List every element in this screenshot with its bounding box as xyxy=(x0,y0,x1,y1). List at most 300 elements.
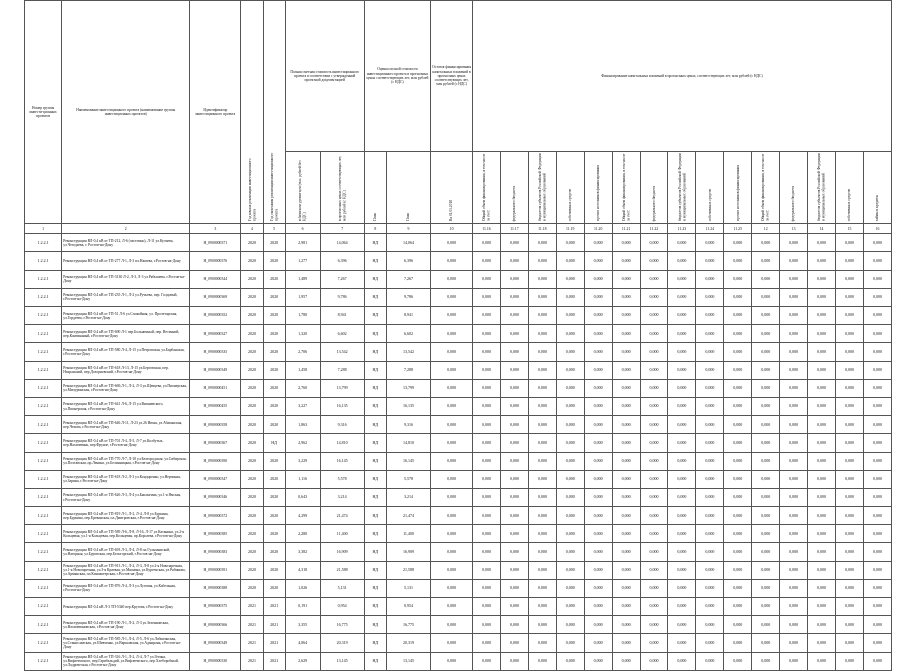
hdr-remain-date: На 01.01.2018 xyxy=(431,152,473,224)
row-amount-cell: 0,000 xyxy=(780,234,808,252)
row-amount-cell: 0,000 xyxy=(500,325,528,343)
row-estimate-plan: НД xyxy=(364,652,386,670)
row-amount-cell: 0,000 xyxy=(752,361,780,379)
row-project-id: H_0900000358 xyxy=(190,416,241,434)
row-amount-cell: 0,000 xyxy=(556,452,584,470)
row-amount-cell: 0,000 xyxy=(556,252,584,270)
row-cost-base: 1,957 xyxy=(285,288,320,306)
row-amount-cell: 0,000 xyxy=(473,434,501,452)
row-amount-cell: 0,000 xyxy=(863,488,891,506)
row-amount-cell: 0,000 xyxy=(752,307,780,325)
row-amount-cell: 0,000 xyxy=(640,634,668,652)
row-amount-cell: 0,000 xyxy=(752,507,780,525)
row-amount-cell: 0,000 xyxy=(836,416,864,434)
row-amount-cell: 0,000 xyxy=(500,397,528,415)
row-group-no: 1.2.2.1 xyxy=(25,488,62,506)
row-amount-cell: 0,000 xyxy=(556,270,584,288)
row-amount-cell: 0,000 xyxy=(431,397,473,415)
row-project-name: Реконструкция ВЛ-0,4 кВ от ТП-212, Л-6 (частично), Л-11 ул.Кучаева, ул.Чегодаева, г. Ростов-на-Дону xyxy=(62,234,190,252)
row-amount-cell: 0,000 xyxy=(584,488,612,506)
row-amount-cell: 0,000 xyxy=(863,325,891,343)
row-amount-cell: 0,000 xyxy=(528,434,556,452)
row-cost-base: 2,962 xyxy=(285,434,320,452)
row-group-no: 1.2.2.1 xyxy=(25,325,62,343)
row-amount-cell: 0,000 xyxy=(500,470,528,488)
row-amount-cell: 0,000 xyxy=(473,634,501,652)
row-estimate-value: 9,316 xyxy=(386,416,430,434)
row-amount-cell: 0,000 xyxy=(473,652,501,670)
row-amount-cell: 0,000 xyxy=(696,543,724,561)
row-project-name: Реконструкция ВЛ-0,4 кВ от ТП-770 Л-7, Л-10 ул.Белгородская, ул.Сибирская, ул.Полтавская, пр.Ленина, ул.Белинницкая, г.Ростов-на-Дону xyxy=(62,452,190,470)
row-amount-cell: 0,000 xyxy=(500,598,528,616)
row-amount-cell: 0,000 xyxy=(752,634,780,652)
row-amount-cell: 0,000 xyxy=(431,598,473,616)
row-amount-cell: 0,000 xyxy=(640,343,668,361)
row-amount-cell: 0,000 xyxy=(752,379,780,397)
row-amount-cell: 0,000 xyxy=(500,343,528,361)
row-amount-cell: 0,000 xyxy=(500,416,528,434)
row-estimate-plan: НД xyxy=(364,598,386,616)
row-cost-forecast: 21,588 xyxy=(320,561,364,579)
row-cost-base: 1,116 xyxy=(285,470,320,488)
row-amount-cell: 0,000 xyxy=(696,616,724,634)
row-amount-cell: 0,000 xyxy=(584,234,612,252)
column-number: 1 xyxy=(25,224,62,234)
row-amount-cell: 0,000 xyxy=(431,488,473,506)
row-amount-cell: 0,000 xyxy=(528,234,556,252)
row-project-id: H_0900000344 xyxy=(190,270,241,288)
row-group-no: 1.2.2.1 xyxy=(25,507,62,525)
row-amount-cell: 0,000 xyxy=(724,252,752,270)
row-year-end: 2021 xyxy=(263,652,285,670)
row-amount-cell: 0,000 xyxy=(696,270,724,288)
row-group-no: 1.2.2.1 xyxy=(25,234,62,252)
row-amount-cell: 0,000 xyxy=(612,288,640,306)
row-year-start: 2021 xyxy=(241,634,263,652)
row-amount-cell: 0,000 xyxy=(863,288,891,306)
row-amount-cell: 0,000 xyxy=(696,325,724,343)
row-amount-cell: 0,000 xyxy=(780,379,808,397)
row-cost-base: 2,280 xyxy=(285,525,320,543)
row-estimate-value: 7,267 xyxy=(386,270,430,288)
row-estimate-plan: НД xyxy=(364,343,386,361)
row-year-end: 2020 xyxy=(263,288,285,306)
table-row xyxy=(25,434,892,452)
row-amount-cell: 0,000 xyxy=(500,507,528,525)
row-amount-cell: 0,000 xyxy=(780,598,808,616)
row-amount-cell: 0,000 xyxy=(863,652,891,670)
row-amount-cell: 0,000 xyxy=(640,579,668,597)
row-year-end: 2020 xyxy=(263,325,285,343)
row-amount-cell: 0,000 xyxy=(584,598,612,616)
row-amount-cell: 0,000 xyxy=(556,416,584,434)
row-amount-cell: 0,000 xyxy=(863,234,891,252)
row-cost-forecast: 7,288 xyxy=(320,361,364,379)
row-amount-cell: 0,000 xyxy=(836,543,864,561)
hdr-2021-total: Общий объем финансирования, в том числе за счет: xyxy=(473,152,501,224)
row-cost-forecast: 16,775 xyxy=(320,616,364,634)
hdr-2021-other: прочих источников финансирования xyxy=(584,152,612,224)
row-amount-cell: 0,000 xyxy=(668,361,696,379)
table-row xyxy=(25,525,892,543)
row-amount-cell: 0,000 xyxy=(640,434,668,452)
row-estimate-plan: НД xyxy=(364,543,386,561)
row-amount-cell: 0,000 xyxy=(612,307,640,325)
column-number: 7 xyxy=(320,224,364,234)
row-amount-cell: 0,000 xyxy=(556,616,584,634)
row-year-start: 2020 xyxy=(241,579,263,597)
row-amount-cell: 0,000 xyxy=(612,434,640,452)
row-group-no: 1.2.2.1 xyxy=(25,434,62,452)
row-amount-cell: 0,000 xyxy=(668,561,696,579)
hdr-project-name: Наименование инвестиционного проекта (наименование группы инвестиционных проектов) xyxy=(62,1,190,224)
row-amount-cell: 0,000 xyxy=(696,288,724,306)
row-amount-cell: 0,000 xyxy=(724,270,752,288)
row-estimate-value: 20,319 xyxy=(386,634,430,652)
row-amount-cell: 0,000 xyxy=(696,634,724,652)
row-amount-cell: 0,000 xyxy=(724,470,752,488)
row-amount-cell: 0,000 xyxy=(528,507,556,525)
row-amount-cell: 0,000 xyxy=(556,543,584,561)
row-amount-cell: 0,000 xyxy=(780,507,808,525)
row-estimate-plan: НД xyxy=(364,270,386,288)
row-amount-cell: 0,000 xyxy=(528,579,556,597)
row-estimate-value: 5,131 xyxy=(386,579,430,597)
row-year-start: 2020 xyxy=(241,307,263,325)
row-estimate-value: 3,214 xyxy=(386,488,430,506)
row-amount-cell: 0,000 xyxy=(668,234,696,252)
row-amount-cell: 0,000 xyxy=(500,543,528,561)
row-amount-cell: 0,000 xyxy=(431,543,473,561)
column-number: 11.22 xyxy=(640,224,668,234)
row-amount-cell: 0,000 xyxy=(556,561,584,579)
row-year-start: 2020 xyxy=(241,561,263,579)
row-amount-cell: 0,000 xyxy=(752,598,780,616)
row-year-end: 2021 xyxy=(263,634,285,652)
row-amount-cell: 0,000 xyxy=(500,652,528,670)
row-amount-cell: 0,000 xyxy=(724,361,752,379)
hdr-group-no: Номер группы инвести-ционных проектов xyxy=(25,1,62,224)
row-amount-cell: 0,000 xyxy=(431,416,473,434)
row-amount-cell: 0,000 xyxy=(836,616,864,634)
row-year-end: 2021 xyxy=(263,598,285,616)
row-amount-cell: 0,000 xyxy=(836,507,864,525)
row-amount-cell: 0,000 xyxy=(473,252,501,270)
row-amount-cell: 0,000 xyxy=(668,598,696,616)
row-group-no: 1.2.2.1 xyxy=(25,598,62,616)
row-amount-cell: 0,000 xyxy=(556,234,584,252)
row-amount-cell: 0,000 xyxy=(780,525,808,543)
row-amount-cell: 0,000 xyxy=(863,561,891,579)
row-year-start: 2021 xyxy=(241,598,263,616)
row-group-no: 1.2.2.1 xyxy=(25,416,62,434)
hdr-est-plan2: План xyxy=(386,152,430,224)
row-amount-cell: 0,000 xyxy=(640,543,668,561)
row-year-start: 2020 xyxy=(241,434,263,452)
hdr-2021-own: собственных средств xyxy=(556,152,584,224)
row-amount-cell: 0,000 xyxy=(724,579,752,597)
row-amount-cell: 0,000 xyxy=(584,343,612,361)
column-number: 2 xyxy=(62,224,190,234)
row-cost-forecast: 6,602 xyxy=(320,325,364,343)
row-project-id: H_0900000327 xyxy=(190,325,241,343)
row-project-name: Реконструкция ВЛ-0,4 кВ от ТП-876 Л-4, Л-3 ул.Луговая, ул.Кабельная, г.Ростов-на-Дону xyxy=(62,579,190,597)
hdr-cost-forecast: в прогнозных ценах соответствующих лет, млн рублей (с НДС) xyxy=(320,152,364,224)
row-estimate-plan: НД xyxy=(364,452,386,470)
row-year-end: НД xyxy=(263,434,285,452)
row-amount-cell: 0,000 xyxy=(500,579,528,597)
row-amount-cell: 0,000 xyxy=(808,288,836,306)
row-project-name: Реконструкция ВЛ-0,4 кВ от ТП-277 Л-1, Л-3 пл.Нашева, г.Ростов-на-Дону xyxy=(62,252,190,270)
row-amount-cell: 0,000 xyxy=(668,397,696,415)
row-amount-cell: 0,000 xyxy=(780,470,808,488)
row-amount-cell: 0,000 xyxy=(556,325,584,343)
row-amount-cell: 0,000 xyxy=(696,525,724,543)
row-estimate-value: 21,588 xyxy=(386,561,430,579)
column-number: 11.25 xyxy=(724,224,752,234)
row-project-name: Реконструкция ВЛ-0,4 кВ от ТП-641 Л-6, Л-15 ул.Вишневского, ул.Пионерская, г.Ростов-на-Дону xyxy=(62,397,190,415)
row-amount-cell: 0,000 xyxy=(780,343,808,361)
row-amount-cell: 0,000 xyxy=(724,416,752,434)
row-estimate-value: 13,799 xyxy=(386,379,430,397)
column-number: 11.16 xyxy=(473,224,501,234)
table-row xyxy=(25,561,892,579)
row-amount-cell: 0,000 xyxy=(500,452,528,470)
row-estimate-value: 6,396 xyxy=(386,252,430,270)
row-amount-cell: 0,000 xyxy=(473,598,501,616)
hdr-2021-regional: бюджетов субъектов Российской Федерации и муниципальных образований xyxy=(528,152,556,224)
table-row xyxy=(25,307,892,325)
table-row xyxy=(25,543,892,561)
row-amount-cell: 0,000 xyxy=(724,434,752,452)
row-amount-cell: 0,000 xyxy=(808,379,836,397)
row-estimate-value: 16,135 xyxy=(386,397,430,415)
row-cost-base: 1,780 xyxy=(285,307,320,325)
row-year-end: 2020 xyxy=(263,525,285,543)
row-year-end: 2020 xyxy=(263,379,285,397)
row-amount-cell: 0,000 xyxy=(724,634,752,652)
row-group-no: 1.2.2.1 xyxy=(25,288,62,306)
column-number: 16 xyxy=(863,224,891,234)
row-amount-cell: 0,000 xyxy=(584,579,612,597)
column-number: 11.17 xyxy=(500,224,528,234)
row-amount-cell: 0,000 xyxy=(780,416,808,434)
table-row xyxy=(25,416,892,434)
row-amount-cell: 0,000 xyxy=(724,307,752,325)
row-amount-cell: 0,000 xyxy=(724,525,752,543)
row-cost-forecast: 8,941 xyxy=(320,307,364,325)
row-amount-cell: 0,000 xyxy=(780,307,808,325)
row-amount-cell: 0,000 xyxy=(640,525,668,543)
row-amount-cell: 0,000 xyxy=(556,598,584,616)
row-project-name: Реконструкция ВЛ-0,4 кВ от ТП-626 Л-3, Л-4 ул.Баклыгина, ул.1-я Ямская, г.Ростов-на-Дону xyxy=(62,488,190,506)
row-amount-cell: 0,000 xyxy=(500,434,528,452)
row-amount-cell: 0,000 xyxy=(780,288,808,306)
row-amount-cell: 0,000 xyxy=(473,307,501,325)
row-amount-cell: 0,000 xyxy=(668,343,696,361)
row-amount-cell: 0,000 xyxy=(612,561,640,579)
column-number: 11.19 xyxy=(556,224,584,234)
row-project-id: H_0900000367 xyxy=(190,434,241,452)
row-estimate-plan: НД xyxy=(364,525,386,543)
row-amount-cell: 0,000 xyxy=(724,325,752,343)
row-group-no: 1.2.2.1 xyxy=(25,561,62,579)
row-year-end: 2020 xyxy=(263,252,285,270)
column-number: 11.20 xyxy=(584,224,612,234)
row-estimate-value: 16,909 xyxy=(386,543,430,561)
hdr-total-all: Общий объем финансирования, в том числе за счет: xyxy=(752,152,780,224)
row-estimate-plan: НД xyxy=(364,470,386,488)
row-amount-cell: 0,000 xyxy=(836,343,864,361)
column-number-row xyxy=(25,224,892,234)
row-project-id: H_0900000455 xyxy=(190,397,241,415)
row-amount-cell: 0,000 xyxy=(863,416,891,434)
row-amount-cell: 0,000 xyxy=(612,543,640,561)
row-amount-cell: 0,000 xyxy=(612,525,640,543)
row-amount-cell: 0,000 xyxy=(808,397,836,415)
row-amount-cell: 0,000 xyxy=(431,634,473,652)
row-amount-cell: 0,000 xyxy=(668,488,696,506)
row-year-start: 2020 xyxy=(241,470,263,488)
hdr-estimate-cost: Оценка полной стоимости инвестиционного проекта в прогнозных ценах соответствующих лет, млн рублей (с НДС) xyxy=(364,1,430,152)
row-amount-cell: 0,000 xyxy=(528,543,556,561)
row-amount-cell: 0,000 xyxy=(612,379,640,397)
row-project-name: Реконструкция ВЛ-0,4 кВ Л-3 ТП-5340 пер.Кругова, г.Ростов-на-Дону xyxy=(62,598,190,616)
row-amount-cell: 0,000 xyxy=(808,561,836,579)
row-amount-cell: 0,000 xyxy=(863,598,891,616)
row-amount-cell: 0,000 xyxy=(500,616,528,634)
row-amount-cell: 0,000 xyxy=(556,488,584,506)
row-amount-cell: 0,000 xyxy=(808,234,836,252)
row-cost-base: 2,760 xyxy=(285,379,320,397)
row-cost-forecast: 20,319 xyxy=(320,634,364,652)
row-amount-cell: 0,000 xyxy=(431,343,473,361)
row-amount-cell: 0,000 xyxy=(584,307,612,325)
row-amount-cell: 0,000 xyxy=(863,543,891,561)
row-estimate-plan: НД xyxy=(364,307,386,325)
row-amount-cell: 0,000 xyxy=(808,507,836,525)
row-year-end: 2020 xyxy=(263,307,285,325)
row-amount-cell: 0,000 xyxy=(808,270,836,288)
row-amount-cell: 0,000 xyxy=(640,598,668,616)
row-amount-cell: 0,000 xyxy=(836,452,864,470)
row-amount-cell: 0,000 xyxy=(863,507,891,525)
row-amount-cell: 0,000 xyxy=(431,652,473,670)
row-amount-cell: 0,000 xyxy=(752,434,780,452)
row-project-name: Реконструкция ВЛ-0,4 кВ от ТП-669,Л-1, Л-2, Л-3 ул.Щевцева, ул.Пионерская, ул.Мичуринская, г.Ростов-на-Дону xyxy=(62,379,190,397)
row-cost-forecast: 5,578 xyxy=(320,470,364,488)
row-estimate-plan: НД xyxy=(364,579,386,597)
row-year-end: 2020 xyxy=(263,361,285,379)
row-amount-cell: 0,000 xyxy=(752,325,780,343)
row-year-end: 2020 xyxy=(263,470,285,488)
row-amount-cell: 0,000 xyxy=(836,234,864,252)
row-amount-cell: 0,000 xyxy=(808,616,836,634)
row-amount-cell: 0,000 xyxy=(640,307,668,325)
row-amount-cell: 0,000 xyxy=(808,452,836,470)
row-cost-forecast: 16,909 xyxy=(320,543,364,561)
row-amount-cell: 0,000 xyxy=(584,416,612,434)
row-amount-cell: 0,000 xyxy=(556,379,584,397)
table-row xyxy=(25,452,892,470)
row-amount-cell: 0,000 xyxy=(780,488,808,506)
row-amount-cell: 0,000 xyxy=(836,561,864,579)
hdr-year-start: Год начала реализации инвестиционного проекта xyxy=(241,1,263,224)
row-amount-cell: 0,000 xyxy=(724,507,752,525)
table-row xyxy=(25,598,892,616)
table-row xyxy=(25,470,892,488)
row-project-id: H_0900000352 xyxy=(190,307,241,325)
row-group-no: 1.2.2.1 xyxy=(25,397,62,415)
hdr-total-loans: займы и кредиты xyxy=(863,152,891,224)
row-amount-cell: 0,000 xyxy=(556,507,584,525)
row-amount-cell: 0,000 xyxy=(863,525,891,543)
row-project-name: Реконструкция ВЛ-0,4 кВ от ТП-190 Л-1, Л-2, Л-3 ул.Зеленковская, ул.Нахичевановская, г.Ростов-на-Дону xyxy=(62,616,190,634)
row-amount-cell: 0,000 xyxy=(431,307,473,325)
hdr-est-plan: План xyxy=(364,152,386,224)
row-amount-cell: 0,000 xyxy=(696,579,724,597)
row-amount-cell: 0,000 xyxy=(473,470,501,488)
row-amount-cell: 0,000 xyxy=(836,488,864,506)
row-amount-cell: 0,000 xyxy=(556,343,584,361)
row-amount-cell: 0,000 xyxy=(863,452,891,470)
row-cost-forecast: 6,396 xyxy=(320,252,364,270)
row-amount-cell: 0,000 xyxy=(863,361,891,379)
row-cost-base: 1,458 xyxy=(285,361,320,379)
row-cost-forecast: 21,474 xyxy=(320,507,364,525)
row-amount-cell: 0,000 xyxy=(431,525,473,543)
row-amount-cell: 0,000 xyxy=(431,325,473,343)
row-amount-cell: 0,000 xyxy=(863,616,891,634)
row-amount-cell: 0,000 xyxy=(431,270,473,288)
row-amount-cell: 0,000 xyxy=(640,361,668,379)
column-number: 11.18 xyxy=(528,224,556,234)
hdr-total-federal: федерального бюджета xyxy=(780,152,808,224)
row-amount-cell: 0,000 xyxy=(836,325,864,343)
row-year-start: 2020 xyxy=(241,325,263,343)
row-amount-cell: 0,000 xyxy=(431,507,473,525)
row-cost-forecast: 9,786 xyxy=(320,288,364,306)
row-estimate-value: 5,578 xyxy=(386,470,430,488)
row-amount-cell: 0,000 xyxy=(780,579,808,597)
row-cost-base: 1,026 xyxy=(285,579,320,597)
row-amount-cell: 0,000 xyxy=(473,416,501,434)
row-group-no: 1.2.2.1 xyxy=(25,525,62,543)
row-amount-cell: 0,000 xyxy=(640,416,668,434)
row-amount-cell: 0,000 xyxy=(500,379,528,397)
row-amount-cell: 0,000 xyxy=(612,616,640,634)
row-group-no: 1.2.2.1 xyxy=(25,307,62,325)
row-amount-cell: 0,000 xyxy=(640,561,668,579)
row-amount-cell: 0,000 xyxy=(724,561,752,579)
row-amount-cell: 0,000 xyxy=(473,452,501,470)
row-amount-cell: 0,000 xyxy=(500,361,528,379)
table-row xyxy=(25,361,892,379)
row-cost-forecast: 0,954 xyxy=(320,598,364,616)
row-estimate-value: 13,542 xyxy=(386,343,430,361)
row-amount-cell: 0,000 xyxy=(863,343,891,361)
row-amount-cell: 0,000 xyxy=(584,379,612,397)
row-cost-forecast: 3,214 xyxy=(320,488,364,506)
row-year-end: 2020 xyxy=(263,579,285,597)
row-amount-cell: 0,000 xyxy=(528,616,556,634)
row-amount-cell: 0,000 xyxy=(696,379,724,397)
row-amount-cell: 0,000 xyxy=(556,652,584,670)
row-amount-cell: 0,000 xyxy=(836,652,864,670)
row-amount-cell: 0,000 xyxy=(696,234,724,252)
row-project-name: Реконструкция ВЛ-0,4 кВ от ТП-819 Л-1, Л-2, Л-4, Л-8 ул.Буркина, пер.Буркина, пер.Ереванская, пл.Дмитровская, г.Ростов-на-Дону xyxy=(62,507,190,525)
row-amount-cell: 0,000 xyxy=(500,634,528,652)
